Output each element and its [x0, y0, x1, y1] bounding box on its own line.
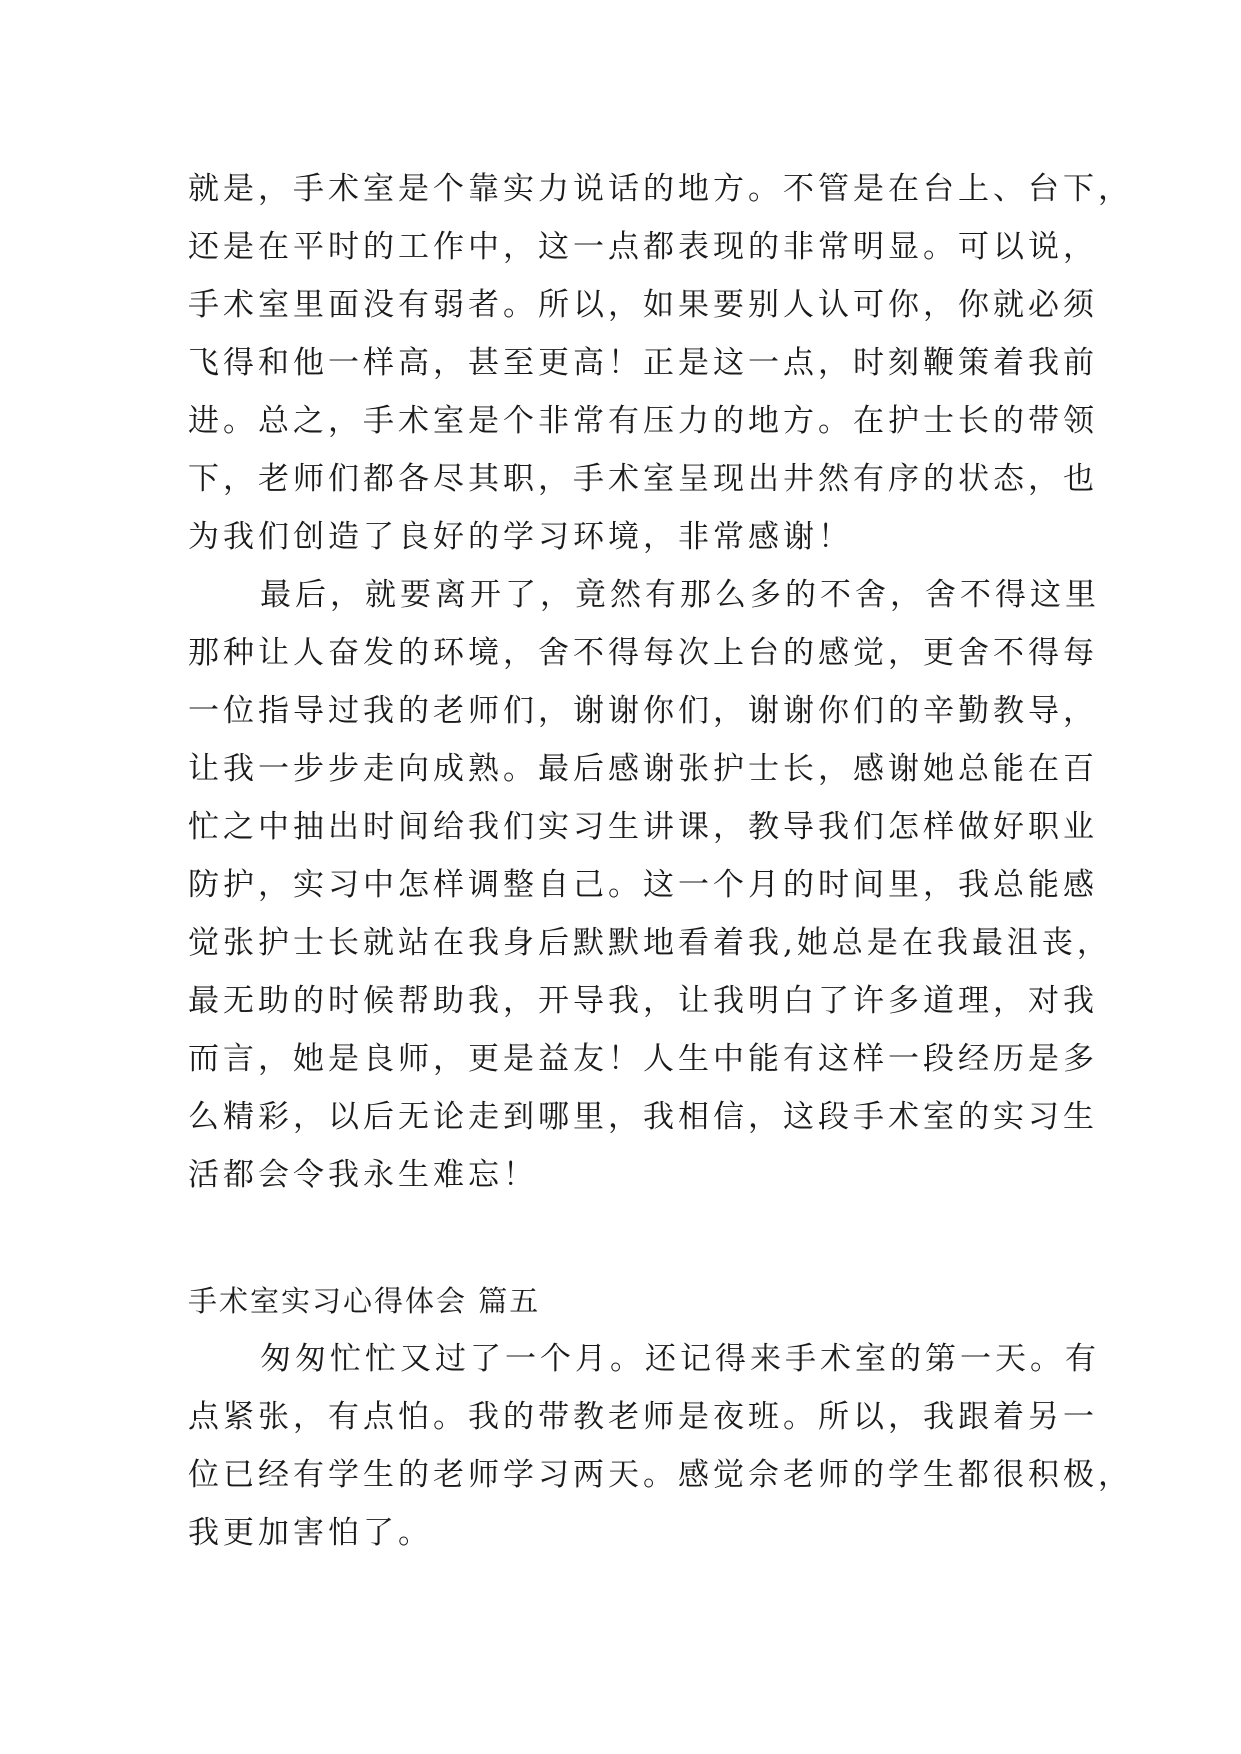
text-line: 手术室里面没有弱者。所以，如果要别人认可你，你就必须	[188, 287, 1098, 323]
text-line: 忙之中抽出时间给我们实习生讲课，教导我们怎样做好职业	[188, 809, 1098, 845]
text-line: 为我们创造了良好的学习环境，非常感谢！	[188, 519, 853, 555]
text-line: 让我一步步走向成熟。最后感谢张护士长，感谢她总能在百	[188, 751, 1098, 787]
text-line: 活都会令我永生难忘！	[188, 1157, 538, 1193]
document-body	[188, 160, 1133, 1562]
text-line: 匆匆忙忙又过了一个月。还记得来手术室的第一天。有	[260, 1341, 1100, 1377]
text-line: 我更加害怕了。	[188, 1515, 433, 1551]
text-line: 一位指导过我的老师们，谢谢你们，谢谢你们的辛勤教导，	[188, 693, 1098, 729]
text-line: 么精彩，以后无论走到哪里，我相信，这段手术室的实习生	[188, 1099, 1098, 1135]
text-line: 最后，就要离开了，竟然有那么多的不舍，舍不得这里	[260, 577, 1100, 613]
paragraph-farewell	[188, 566, 1112, 1204]
text-line: 还是在平时的工作中，这一点都表现的非常明显。可以说，	[188, 229, 1098, 265]
text-line: 最无助的时候帮助我，开导我，让我明白了许多道理，对我	[188, 983, 1098, 1019]
section-heading: 手术室实习心得体会 篇五	[188, 1284, 541, 1318]
text-line: 位已经有学生的老师学习两天。感觉佘老师的学生都很积极，	[188, 1457, 1133, 1493]
text-line: 那种让人奋发的环境，舍不得每次上台的感觉，更舍不得每	[188, 635, 1098, 671]
text-line: 觉张护士长就站在我身后默默地看着我,她总是在我最沮丧，	[188, 925, 1112, 961]
text-line: 就是，手术室是个靠实力说话的地方。不管是在台上、台下，	[188, 171, 1133, 207]
text-line: 下，老师们都各尽其职，手术室呈现出井然有序的状态，也	[188, 461, 1098, 497]
text-line: 点紧张，有点怕。我的带教老师是夜班。所以，我跟着另一	[188, 1399, 1098, 1435]
paragraph-section-five	[188, 1330, 1133, 1562]
text-line: 而言，她是良师，更是益友！人生中能有这样一段经历是多	[188, 1041, 1098, 1077]
paragraph-continuation	[188, 160, 1133, 566]
section-spacer	[188, 1204, 1058, 1272]
text-line: 防护，实习中怎样调整自己。这一个月的时间里，我总能感	[188, 867, 1098, 903]
text-line: 进。总之，手术室是个非常有压力的地方。在护士长的带领	[188, 403, 1098, 439]
text-line: 飞得和他一样高，甚至更高！正是这一点，时刻鞭策着我前	[188, 345, 1098, 381]
